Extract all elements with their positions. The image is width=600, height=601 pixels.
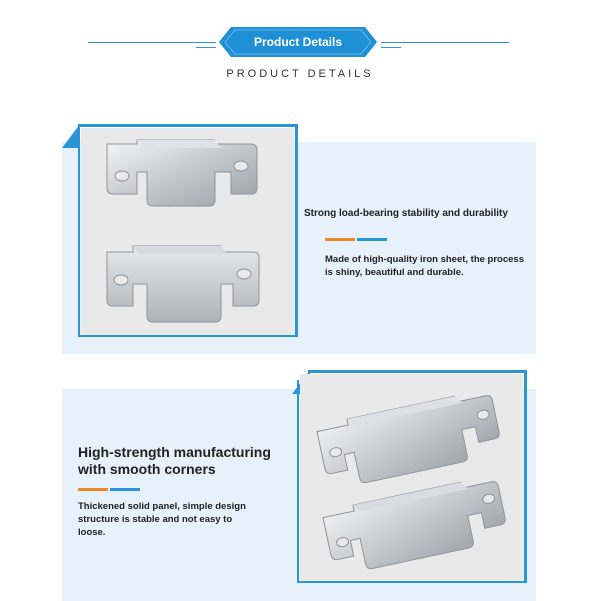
product-details-badge	[219, 27, 377, 57]
header-rule-right-short	[381, 47, 401, 48]
section2-frame-left	[297, 380, 299, 583]
badge-label: Product Details	[253, 35, 343, 49]
header-rule-left-short	[196, 47, 216, 48]
section1-frame-bottom	[78, 335, 298, 337]
bracket-photo-icon	[300, 374, 523, 580]
section1-frame-top	[78, 124, 296, 127]
section1-accent-orange	[325, 238, 355, 241]
section2-accent-orange	[78, 488, 108, 491]
section2-accent-blue	[110, 488, 140, 491]
section2-frame-top	[308, 370, 526, 373]
section2-product-photo	[300, 374, 523, 580]
section1-frame-left	[78, 124, 80, 337]
section2-frame-right	[524, 370, 527, 583]
section1-accent-blue	[357, 238, 387, 241]
header-rule-right	[381, 42, 509, 43]
section1-product-photo	[81, 128, 294, 334]
section2-description: Thickened solid panel, simple design structure is stable and not easy to loose.	[78, 501, 246, 538]
section1-description: Made of high-quality iron sheet, the process is shiny, beautiful and durable.	[325, 254, 524, 278]
header-rule-left	[88, 42, 216, 43]
page-subtitle: PRODUCT DETAILS	[226, 68, 374, 80]
section1-frame-right	[295, 124, 298, 337]
section2-heading: High-strength manufacturing with smooth corners	[78, 444, 271, 477]
bracket-photo-icon	[81, 128, 294, 334]
section2-frame-bottom	[297, 581, 527, 583]
section1-heading: Strong load-bearing stability and durability	[304, 208, 508, 219]
